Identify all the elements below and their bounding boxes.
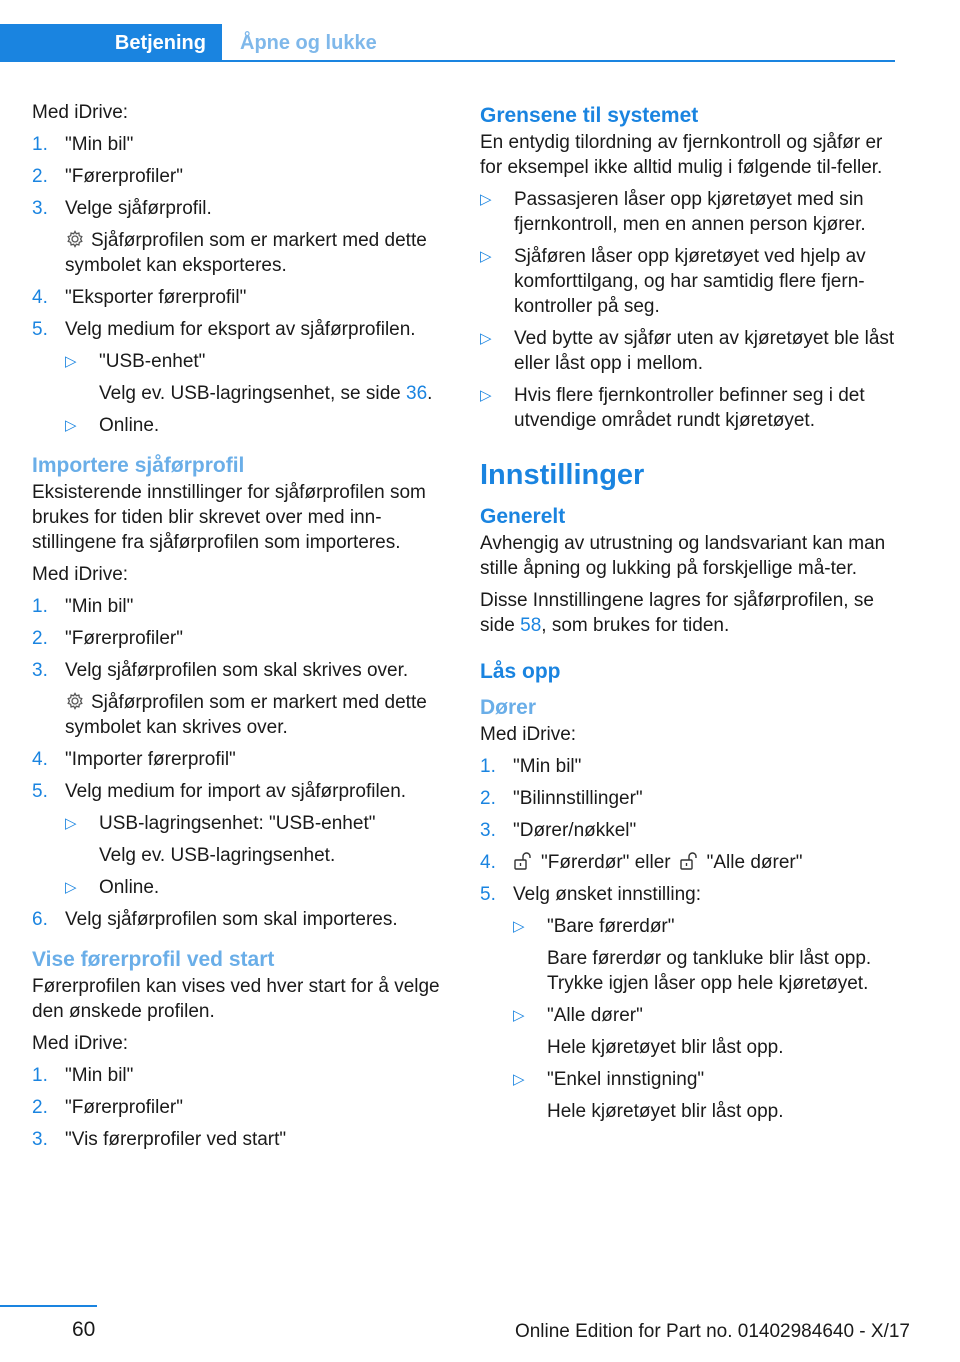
list-item xyxy=(32,196,442,278)
list-item xyxy=(32,1095,442,1120)
list-item xyxy=(480,326,895,376)
step-note-text: Sjåførprofilen som er markert med dette symbolet kan eksporteres. xyxy=(65,230,427,276)
step-number: 1. xyxy=(32,596,48,617)
tab-apne-og-lukke[interactable]: Åpne og lukke xyxy=(240,32,377,54)
bullet-text: Sjåføren låser opp kjøretøyet ved hjelp av komforttilgang, og har samtidig flere fjern-kontroller på seg. xyxy=(514,246,866,317)
limits-description: En entydig tilordning av fjernkontroll og sjåfør er for eksempel ikke alltid mulig i følgende til-feller. xyxy=(480,132,883,178)
bullet-icon: ▷ xyxy=(65,815,77,832)
gear-icon xyxy=(65,229,85,249)
bullet-title: "Bare førerdør" xyxy=(547,916,675,937)
section-heading-import: Importere sjåførprofil xyxy=(32,454,245,477)
step-number: 2. xyxy=(32,1097,48,1118)
lock-icon xyxy=(513,851,535,871)
section-heading-settings: Innstillinger xyxy=(480,459,645,491)
gear-icon xyxy=(65,691,85,711)
list-item xyxy=(32,907,442,932)
bullet-icon: ▷ xyxy=(513,1071,525,1088)
step-number: 4. xyxy=(32,287,48,308)
list-item xyxy=(480,383,895,433)
edition-footer: Online Edition for Part no. 01402984640 - X/17 xyxy=(514,1321,910,1342)
step-text: "Dører/nøkkel" xyxy=(513,820,637,841)
list-item xyxy=(32,658,442,740)
step-text: Velg medium for import av sjåførprofilen. xyxy=(65,781,407,802)
step-text: Velg sjåførprofilen som skal skrives over. xyxy=(65,660,409,681)
general-profile-text: Disse Innstillingene lagres for sjåførprofilen, se side xyxy=(480,590,874,636)
bullet-title: Online. xyxy=(99,415,160,436)
step-text: Velge sjåførprofil. xyxy=(65,198,212,219)
list-item xyxy=(65,811,442,868)
bullet-icon: ▷ xyxy=(480,191,492,208)
list-item xyxy=(480,786,895,811)
bullet-icon: ▷ xyxy=(65,353,77,370)
list-item xyxy=(32,1127,442,1152)
list-item xyxy=(480,850,895,875)
right-column xyxy=(480,100,895,1131)
step-number: 4. xyxy=(32,749,48,770)
step-text: "Førerprofiler" xyxy=(65,1097,183,1118)
step-number: 5. xyxy=(32,319,48,340)
step-note-text: Sjåførprofilen som er markert med dette symbolet kan skrives over. xyxy=(65,692,427,738)
list-item xyxy=(480,244,895,319)
bullet-text: Passasjeren låser opp kjøretøyet med sin fjernkontroll, men en annen person kjører. xyxy=(514,189,866,235)
section-heading-limits: Grensene til systemet xyxy=(480,104,699,127)
page-link-36[interactable]: 36 xyxy=(406,383,428,404)
show-profile-intro: Med iDrive: xyxy=(32,1033,129,1054)
general-profile-note xyxy=(480,588,895,638)
list-item xyxy=(32,747,442,772)
list-item xyxy=(480,754,895,779)
page-header xyxy=(0,24,895,62)
list-item xyxy=(32,164,442,189)
bullet-text: Hele kjøretøyet blir låst opp. xyxy=(547,1037,784,1058)
bullet-text: Hvis flere fjernkontroller befinner seg i det utvendige området rundt kjøretøyet. xyxy=(514,385,865,431)
bullet-title: Online. xyxy=(99,877,160,898)
step-number: 1. xyxy=(32,1065,48,1086)
import-media-list xyxy=(65,811,442,900)
step-text: "Min bil" xyxy=(65,596,134,617)
section-heading-doors: Dører xyxy=(480,696,537,719)
list-item xyxy=(32,779,442,900)
bullet-icon: ▷ xyxy=(65,879,77,896)
step-number: 5. xyxy=(32,781,48,802)
section-heading-general: Generelt xyxy=(480,505,566,528)
step-note xyxy=(65,228,442,278)
export-media-list xyxy=(65,349,442,438)
export-intro: Med iDrive: xyxy=(32,102,129,123)
lock-icon xyxy=(679,851,701,871)
import-description: Eksisterende innstillinger for sjåførprofilen som brukes for tiden blir skrevet over med inn-stillingene fra sjåførprofilen som importeres. xyxy=(32,482,426,553)
bullet-icon: ▷ xyxy=(65,417,77,434)
header-divider xyxy=(0,60,895,62)
list-item xyxy=(65,349,442,406)
step-text: "Importer førerprofil" xyxy=(65,749,236,770)
list-item xyxy=(480,187,895,237)
step-number: 1. xyxy=(480,756,496,777)
doors-intro: Med iDrive: xyxy=(480,724,577,745)
step-text: Velg sjåførprofilen som skal importeres. xyxy=(65,909,398,930)
list-item xyxy=(32,317,442,438)
bullet-text-body: Velg ev. USB-lagringsenhet, se side xyxy=(99,383,401,404)
bullet-icon: ▷ xyxy=(480,330,492,347)
step-text: "Førerprofiler" xyxy=(65,166,183,187)
step-number: 3. xyxy=(32,660,48,681)
step-text-driver-door: "Førerdør" eller xyxy=(541,852,671,873)
step-text: "Min bil" xyxy=(513,756,582,777)
bullet-text xyxy=(99,381,442,406)
import-steps xyxy=(32,594,442,932)
bullet-text: Ved bytte av sjåfør uten av kjøretøyet ble låst eller låst opp i mellom. xyxy=(514,328,895,374)
footer-divider xyxy=(0,1305,97,1307)
list-item xyxy=(32,626,442,651)
bullet-icon: ▷ xyxy=(513,918,525,935)
list-item xyxy=(65,413,442,438)
step-number: 2. xyxy=(32,628,48,649)
bullet-text: Bare førerdør og tankluke blir låst opp. Trykke igjen låser opp hele kjøretøyet. xyxy=(547,948,872,994)
step-number: 3. xyxy=(32,1129,48,1150)
bullet-title: "Enkel innstigning" xyxy=(547,1069,705,1090)
show-profile-steps xyxy=(32,1063,442,1152)
step-text: "Vis førerprofiler ved start" xyxy=(65,1129,287,1150)
list-item xyxy=(480,818,895,843)
step-text: "Min bil" xyxy=(65,1065,134,1086)
general-description: Avhengig av utrustning og landsvariant kan man stille åpning og lukking på forskjellige må-ter. xyxy=(480,533,886,579)
bullet-title: USB-lagringsenhet: "USB-enhet" xyxy=(99,813,376,834)
step-number: 6. xyxy=(32,909,48,930)
section-heading-show-profile: Vise førerprofil ved start xyxy=(32,948,275,971)
step-number: 2. xyxy=(32,166,48,187)
step-text: Velg ønsket innstilling: xyxy=(513,884,701,905)
page-link-58[interactable]: 58 xyxy=(520,615,542,636)
tab-betjening[interactable]: Betjening xyxy=(0,24,222,62)
section-heading-unlock: Lås opp xyxy=(480,660,561,683)
list-item xyxy=(513,1067,895,1124)
doors-steps xyxy=(480,754,895,1124)
bullet-icon: ▷ xyxy=(480,387,492,404)
step-text: "Eksporter førerprofil" xyxy=(65,287,247,308)
show-profile-description: Førerprofilen kan vises ved hver start for å velge den ønskede profilen. xyxy=(32,976,440,1022)
bullet-text: Velg ev. USB-lagringsenhet. xyxy=(99,845,336,866)
bullet-icon: ▷ xyxy=(513,1007,525,1024)
step-number: 1. xyxy=(32,134,48,155)
list-item xyxy=(65,875,442,900)
bullet-text-end: . xyxy=(427,383,433,404)
step-number: 2. xyxy=(480,788,496,809)
unlock-options-list xyxy=(513,914,895,1124)
list-item xyxy=(480,882,895,1124)
bullet-text: Hele kjøretøyet blir låst opp. xyxy=(547,1101,784,1122)
step-number: 4. xyxy=(480,852,496,873)
bullet-title: "USB-enhet" xyxy=(99,351,206,372)
list-item xyxy=(513,1003,895,1060)
step-text: "Min bil" xyxy=(65,134,134,155)
step-text: Velg medium for eksport av sjåførprofilen. xyxy=(65,319,416,340)
bullet-icon: ▷ xyxy=(480,248,492,265)
list-item xyxy=(513,914,895,996)
bullet-title: "Alle dører" xyxy=(547,1005,643,1026)
step-number: 3. xyxy=(480,820,496,841)
import-intro: Med iDrive: xyxy=(32,564,129,585)
step-text-all-doors: "Alle dører" xyxy=(706,852,803,873)
export-steps xyxy=(32,132,442,438)
left-column xyxy=(32,100,442,1159)
limits-list xyxy=(480,187,895,433)
step-text: "Bilinnstillinger" xyxy=(513,788,643,809)
page-number: 60 xyxy=(72,1318,96,1341)
step-note xyxy=(65,690,442,740)
list-item xyxy=(32,594,442,619)
step-number: 3. xyxy=(32,198,48,219)
step-text: "Førerprofiler" xyxy=(65,628,183,649)
list-item xyxy=(32,285,442,310)
list-item xyxy=(32,1063,442,1088)
list-item xyxy=(32,132,442,157)
general-profile-end: , som brukes for tiden. xyxy=(541,615,730,636)
step-number: 5. xyxy=(480,884,496,905)
